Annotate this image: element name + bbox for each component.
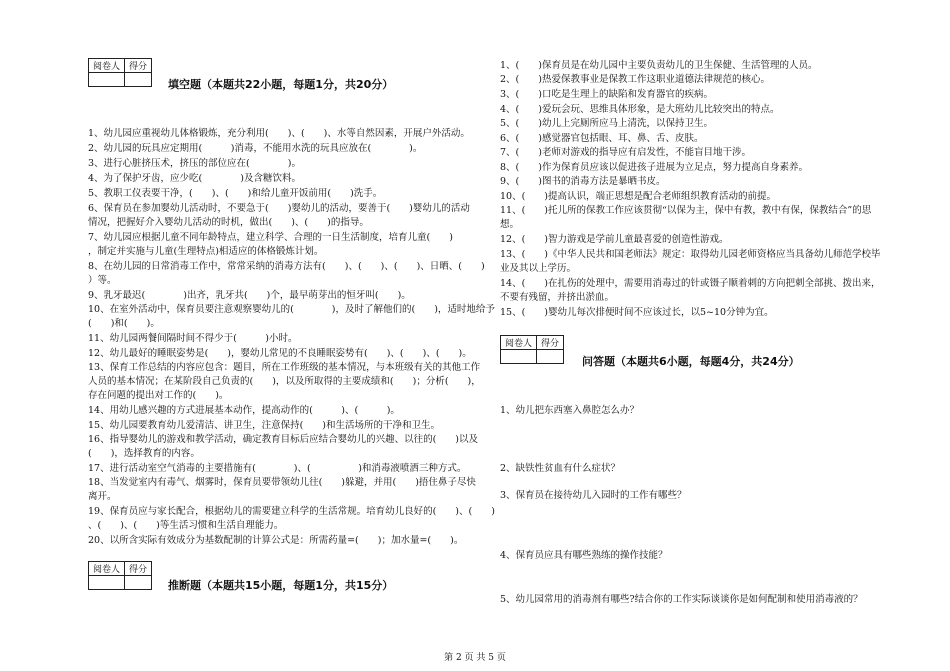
section-title-fill: 填空题（本题共22小题，每题1分，共20分）: [168, 78, 394, 91]
question-line: 业及其以上学历。: [500, 263, 577, 274]
grader-label: 阅卷人: [501, 336, 537, 350]
question-line: 3、( )口吃是生理上的缺陷和发育器官的疾病。: [500, 89, 713, 100]
question-line: 4、( )爱玩会玩、思维具体形象，是大班幼儿比较突出的特点。: [500, 104, 780, 115]
question-line: 13、保育工作总结的内容应包含：题目，所在工作班级的基本情况，与本班级有关的其他工作: [88, 362, 481, 373]
question-line: 3、保育员在接待幼儿入园时的工作有哪些？: [500, 490, 687, 501]
question-line: 15、( )婴幼儿每次排便时间不应该过长，以5~10分钟为宜。: [500, 307, 774, 318]
section-title-qa: 问答题（本题共6小题，每题4分，共24分）: [582, 355, 800, 368]
score-box-fill: [88, 58, 152, 87]
question-line: 17、进行活动室空气消毒的主要措施有( )、( )和消毒液喷洒三种方式。: [88, 463, 467, 474]
question-line: 11、( )托儿所的保教工作应该贯彻“以保为主，保中有教，教中有保，保教结合”的思: [500, 205, 872, 216]
question-line: 不要有残留，并挤出淤血。: [500, 292, 615, 303]
question-line: 7、幼儿园应根据儿童不同年龄特点，建立科学、合理的一日生活制度，培育儿童( ): [88, 232, 453, 243]
question-line: 离开。: [88, 491, 117, 502]
question-line: 10、在室外活动中，保育员要注意观察婴幼儿的( )，及时了解他们的( )，适时地给予: [88, 304, 495, 315]
score-label: 得分: [125, 562, 152, 576]
score-box-judge: [88, 561, 152, 590]
question-line: ( )，选择教育的内容。: [88, 448, 200, 459]
question-line: 4、保育员应具有哪些熟练的操作技能？: [500, 550, 668, 561]
question-line: 存在问题的提出对工作的( )。: [88, 390, 229, 401]
grader-cell: [89, 73, 125, 87]
question-line: 14、( )在扎伤的处理中，需要用消毒过的针或镊子顺着刺的方向把刺全部挑、拨出来，: [500, 278, 881, 289]
question-line: 9、乳牙最迟( )出齐，乳牙共( )个，最早萌芽出的恒牙叫( )。: [88, 290, 411, 301]
question-line: 12、幼儿最好的睡眠姿势是( )，婴幼儿常见的不良睡眠姿势有( )、( )、( )。: [88, 348, 472, 359]
question-line: 5、( )幼儿上完厕所应马上清洗，以保持卫生。: [500, 118, 713, 129]
score-box-qa: [500, 335, 564, 364]
question-line: 情况，把握好介入婴幼儿活动的时机，做出( )、( )的指导。: [88, 217, 369, 228]
score-label: 得分: [125, 59, 152, 73]
question-line: ，制定并实施与儿童(生理特点)相适应的体格锻炼计划。: [88, 246, 324, 257]
question-line: 16、指导婴幼儿的游戏和教学活动，确定教育目标后应结合婴幼儿的兴趣、以往的( )以及: [88, 434, 479, 445]
question-line: 8、( )作为保育员应该以促进孩子进展为立足点，努力提高自身素养。: [500, 162, 808, 173]
score-cell: [537, 350, 564, 364]
question-line: 8、在幼儿园的日常消毒工作中，常常采纳的消毒方法有( )、( )、( )、日晒、( ): [88, 261, 485, 272]
score-label: 得分: [537, 336, 564, 350]
question-line: 15、幼儿园要教育幼儿爱清洁、讲卫生，注意保持( )和生活场所的干净和卫生。: [88, 420, 441, 431]
question-line: ( )和( )。: [88, 318, 160, 329]
page-footer: 第 2 页 共 5 页: [444, 653, 506, 663]
section-title-judge: 推断题（本题共15小题，每题1分，共15分）: [168, 579, 394, 592]
question-line: 7、( )老师对游戏的指导应有启发性，不能盲目地干涉。: [500, 147, 751, 158]
grader-cell: [501, 350, 537, 364]
question-line: 1、幼儿园应重视幼儿体格锻炼，充分利用( )、( )、水等自然因素，开展户外活动。: [88, 128, 470, 139]
question-line: 人员的基本情况；在某阶段自己负责的( )，以及所取得的主要成绩和( )；分析( )，: [88, 376, 481, 387]
question-line: 19、保育员应与家长配合，根据幼儿的需要建立科学的生活常规。培育幼儿良好的( )、( ): [88, 506, 495, 517]
question-line: 5、幼儿园常用的消毒剂有哪些?结合你的工作实际谈谈你是如何配制和使用消毒液的？: [500, 594, 863, 605]
question-line: 10、( )提高认识，端正思想是配合老师组织教育活动的前提。: [500, 191, 777, 202]
question-line: 18、当发觉室内有毒气、烟雾时，保育员要带领幼儿往( )躲避，并用( )捂住鼻子尽快: [88, 477, 476, 488]
question-line: 1、( )保育员是在幼儿园中主要负责幼儿的卫生保健、生活管理的人员。: [500, 60, 818, 71]
question-line: 2、( )热爱保教事业是保教工作这职业道德法律规范的核心。: [500, 74, 770, 85]
question-line: 6、( )感觉器官包括眼、耳、鼻、舌、皮肤。: [500, 133, 704, 144]
question-line: 、( )、( )等生活习惯和生活自理能力。: [88, 520, 284, 531]
grader-cell: [89, 576, 125, 590]
question-line: 2、幼儿园的玩具应定期用( )消毒，不能用水洗的玩具应放在( )。: [88, 143, 423, 154]
question-line: 20、以所含实际有效成分为基数配制的计算公式是：所需药量=( )；加水量=( )。: [88, 535, 464, 546]
question-line: 1、幼儿把东西塞入鼻腔怎么办？: [500, 405, 640, 416]
score-cell: [125, 73, 152, 87]
score-cell: [125, 576, 152, 590]
question-line: 12、( )智力游戏是学前儿童最喜爱的创造性游戏。: [500, 234, 729, 245]
question-line: 14、用幼儿感兴趣的方式进展基本动作，提高动作的( )、( )。: [88, 405, 400, 416]
question-line: 4、为了保护牙齿，应少吃( )及含糖饮料。: [88, 173, 301, 184]
grader-label: 阅卷人: [89, 562, 125, 576]
question-line: ）等。: [88, 275, 117, 286]
question-line: 3、进行心脏挤压术，挤压的部位应在( )。: [88, 158, 301, 169]
question-line: 9、( )图书的消毒方法是暴晒书皮。: [500, 176, 666, 187]
grader-label: 阅卷人: [89, 59, 125, 73]
question-line: 6、保育员在参加婴幼儿活动时，不要急于( )婴幼儿的活动，要善于( )婴幼儿的活动: [88, 203, 470, 214]
question-line: 11、幼儿园两餐间隔时间不得少于( )小时。: [88, 333, 298, 344]
question-line: 5、教职工仪表要干净，( )、( )和给儿童开饭前用( )洗手。: [88, 188, 383, 199]
question-line: 13、( )《中华人民共和国老师法》规定：取得幼儿园老师资格应当具备幼儿师范学校毕: [500, 249, 881, 260]
question-line: 想。: [500, 219, 520, 230]
question-line: 2、缺铁性贫血有什么症状？: [500, 463, 621, 474]
